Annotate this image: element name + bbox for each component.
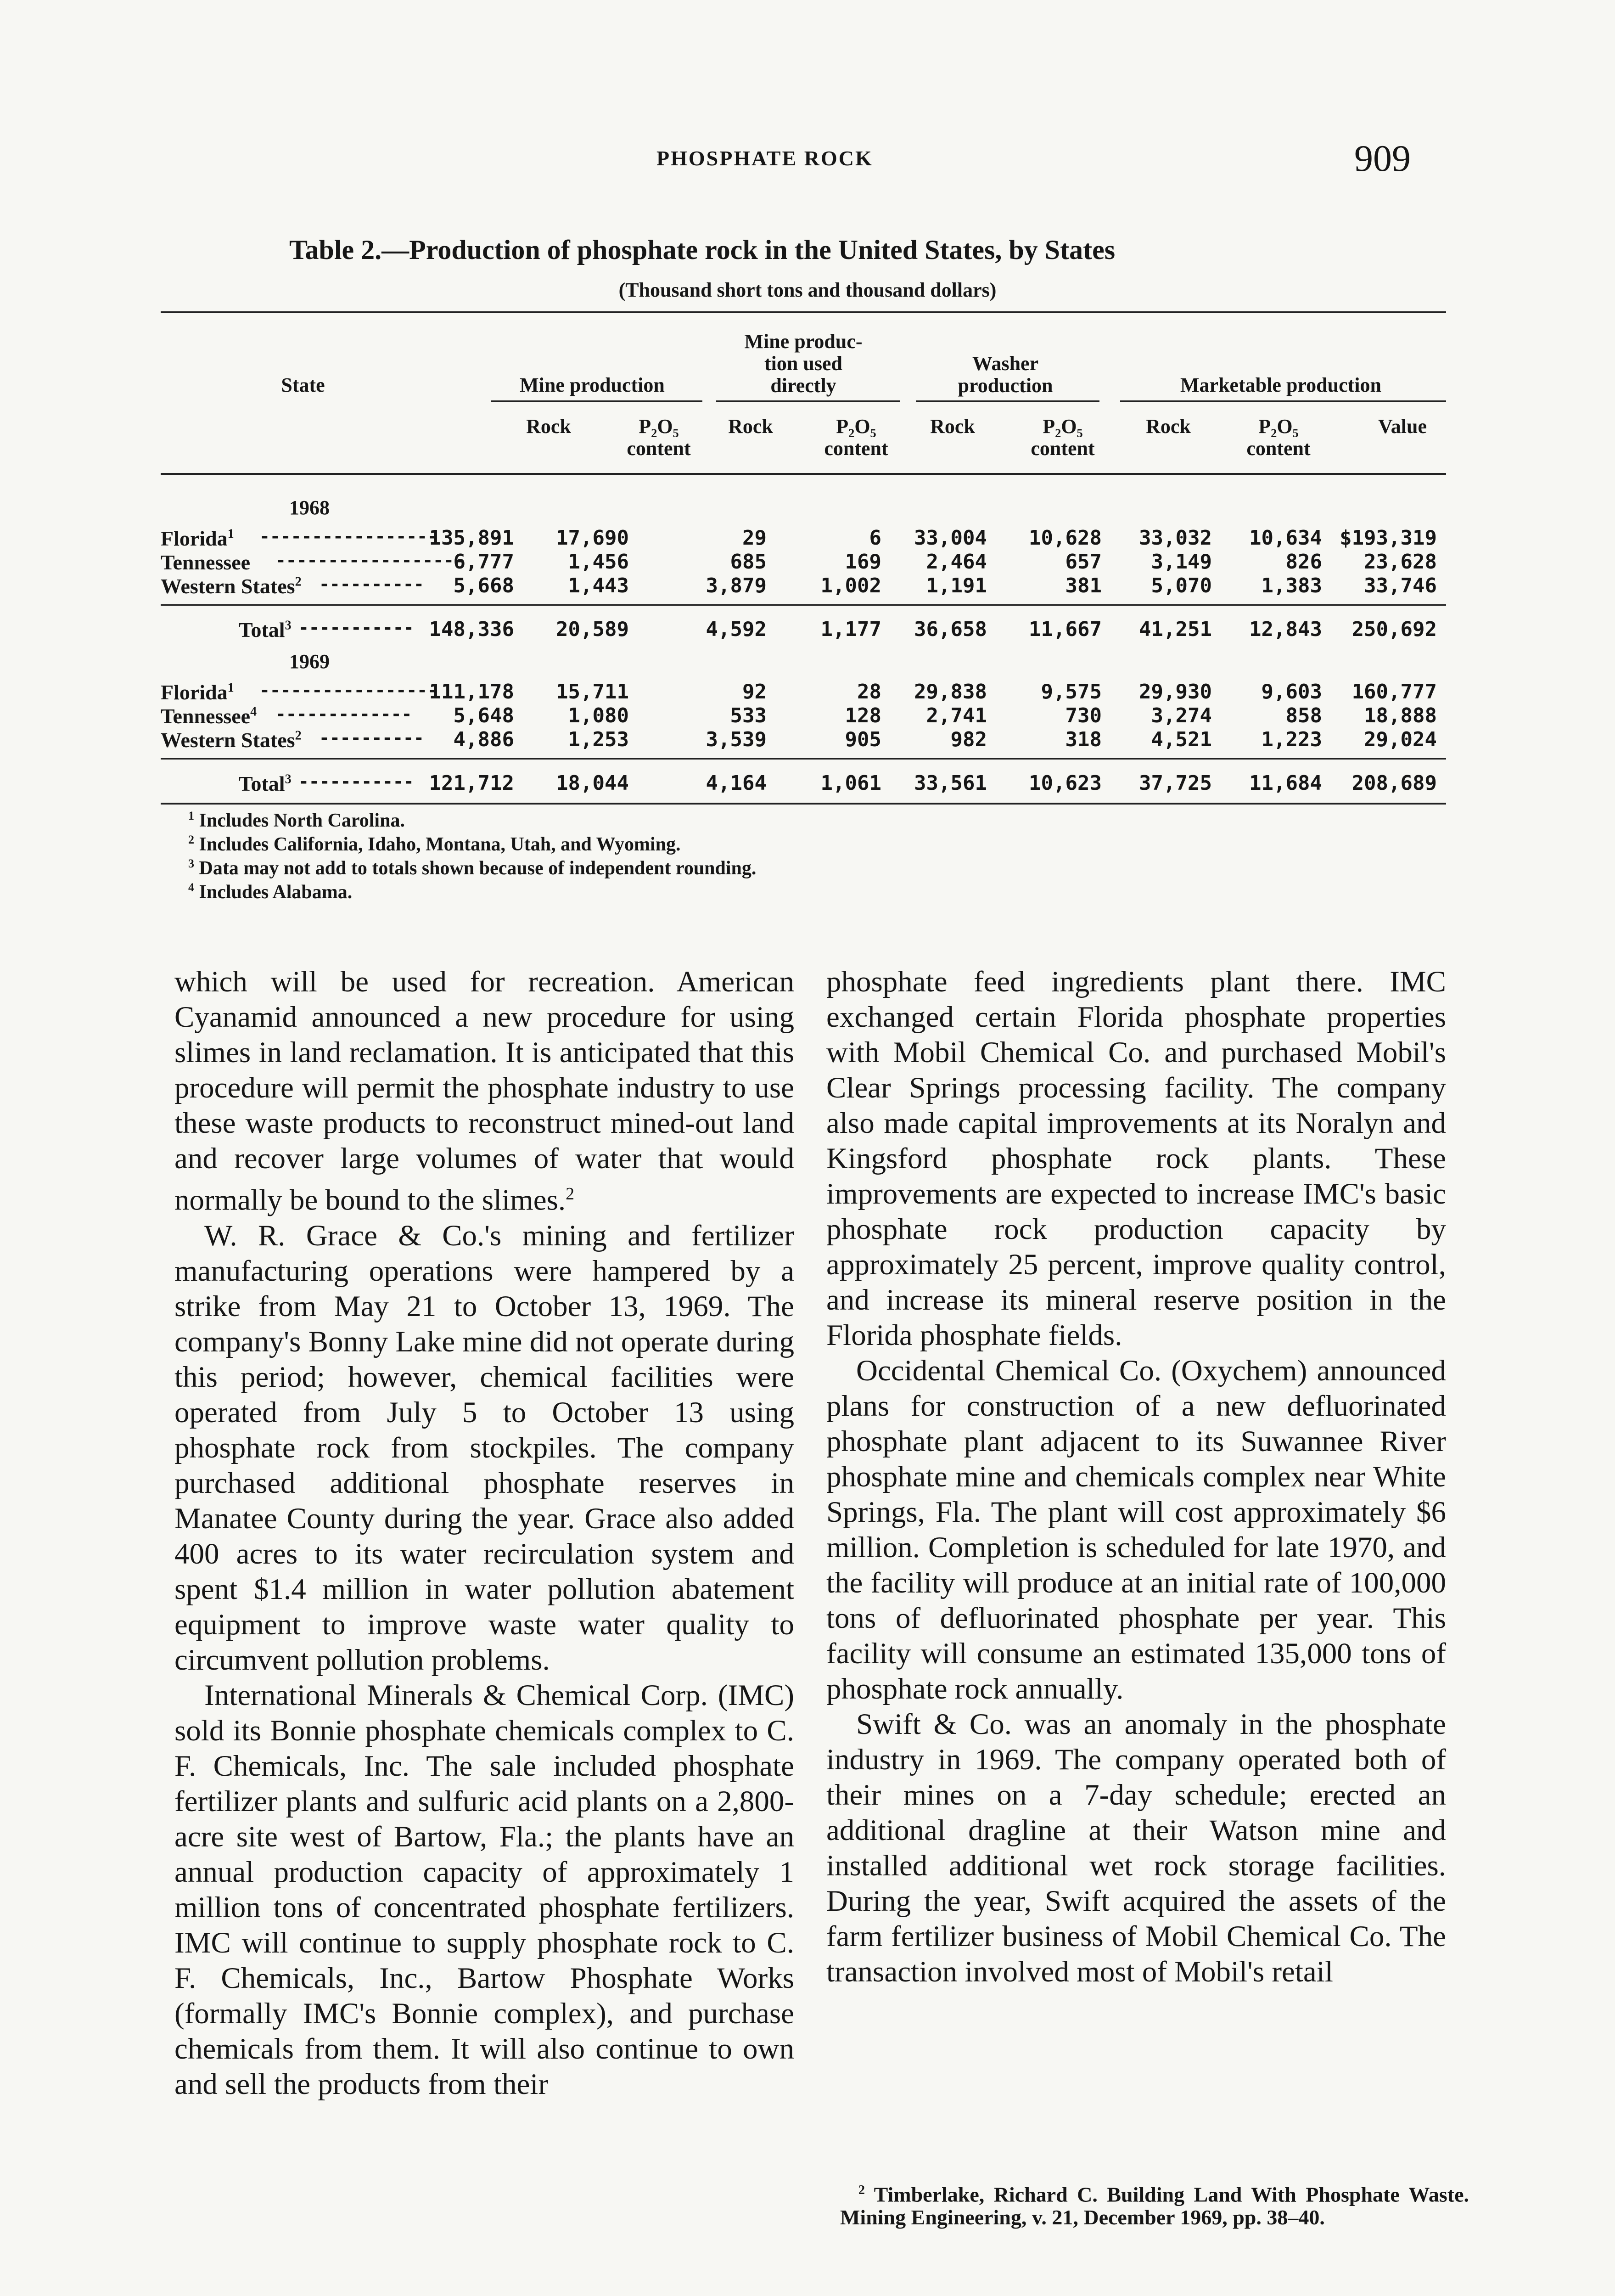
table-cell: 4,521 [1151, 728, 1212, 751]
table-footnote [188, 857, 756, 879]
subheader-content-label: content [1246, 437, 1311, 460]
table-cell: 41,251 [1139, 618, 1212, 641]
header-mine-used: Mine produc- tion used directly [744, 330, 863, 397]
table-cell: 381 [1065, 574, 1102, 597]
table-cell: 4,592 [706, 618, 767, 641]
footnote-ref: 4 [250, 704, 257, 719]
table-cell: 1,223 [1261, 728, 1322, 751]
header-mine-production: Mine production [520, 374, 665, 396]
subheader-p2o5-content [813, 416, 900, 460]
row-state-name: Florida$^1$ [161, 681, 234, 704]
table-cell: 135,891 [429, 526, 514, 550]
table-cell: 33,746 [1364, 574, 1437, 597]
table-row [161, 574, 1446, 598]
footnote-text: Includes Alabama. [194, 882, 353, 903]
table-cell: 982 [950, 728, 987, 751]
table-cell: 18,044 [556, 771, 629, 795]
table-row [161, 550, 1446, 574]
table-cell: 905 [845, 728, 881, 751]
body-paragraph: Swift & Co. was an anomaly in the phosphate industry in 1969. The company operated both of their mines on a 7-day schedule; erected an additional dragline at their Watson mine and installed additional wet rock storage facilities. During the year, Swift acquired the assets of the farm fertilizer business of Mobil Chemical Co. The transaction involved most of Mobil's retail [826, 1708, 1446, 1988]
text-column-left [174, 964, 794, 2102]
table-cell: 10,623 [1029, 771, 1102, 795]
subheader-content-label: content [824, 437, 888, 460]
row-state-name: Total$^3$ [239, 618, 292, 642]
leader-dots: ----------- [298, 618, 414, 638]
table-cell: 148,336 [429, 618, 514, 641]
subheader-p2o5-label: P₂O₅ [1043, 415, 1083, 438]
table-cell: 11,684 [1249, 771, 1322, 795]
table-cell: 1,253 [568, 728, 629, 751]
leader-dots: ----------------- [259, 680, 438, 700]
leader-dots: ---------- [319, 728, 424, 748]
table-total-row [161, 618, 1446, 642]
table-cell: 11,667 [1029, 618, 1102, 641]
subheader-p2o5-label: P₂O₅ [1258, 415, 1299, 438]
subheader-rock: Rock [526, 415, 571, 438]
table-cell: 3,879 [706, 574, 767, 597]
table-cell: 4,886 [453, 728, 514, 751]
table-cell: 1,002 [820, 574, 881, 597]
table-footnote [188, 809, 405, 832]
section-year-label: 1968 [289, 496, 330, 519]
body-paragraph: phosphate feed ingredients plant there. IMC exchanged certain Florida phosphate properties with Mobil Chemical Co. and purchased Mobil's Clear Springs processing facility. The company also made capital improvements at its Noralyn and Kingsford phosphate rock plants. These improvements are expected to increase IMC's basic phosphate rock production capacity by approximately 25 percent, improve quality control, and increase its mineral reserve position in the Florida phosphate fields. [826, 965, 1446, 1352]
table-cell: 318 [1065, 728, 1102, 751]
running-head: PHOSPHATE ROCK [656, 146, 873, 170]
table-cell: 1,443 [568, 574, 629, 597]
table-cell: 730 [1065, 704, 1102, 727]
table-footnote [188, 881, 352, 903]
table-cell: 6,777 [453, 550, 514, 574]
header-mine-used-rule [716, 400, 900, 402]
footnote-mark: 2 [858, 2183, 865, 2197]
footnote-text: Includes North Carolina. [194, 810, 405, 831]
table-header-rule [161, 473, 1446, 475]
footnote-text: Timberlake, Richard C. Building Land With Phosphate Waste. Mining Engineering, v. 21, December 1969, pp. 38–40. [840, 2183, 1469, 2229]
table-cell: 36,658 [914, 618, 987, 641]
table-cell: 6 [869, 526, 881, 550]
table-cell: 1,456 [568, 550, 629, 574]
subheader-p2o5-content [1019, 416, 1106, 460]
table-cell: 1,191 [926, 574, 987, 597]
footnote-mark: 2 [188, 833, 194, 846]
table-row [161, 704, 1446, 728]
table-cell: 33,032 [1139, 526, 1212, 550]
table-cell: 1,383 [1261, 574, 1322, 597]
table-row [161, 728, 1446, 752]
table-cell: 10,634 [1249, 526, 1322, 550]
text-column-right [826, 964, 1446, 1990]
table-bottom-rule [161, 803, 1446, 805]
page-number: 909 [1354, 137, 1411, 179]
table-cell: 826 [1285, 550, 1322, 574]
footnote-mark: 1 [188, 809, 194, 822]
subheader-p2o5-content [615, 416, 702, 460]
subheader-content-label: content [1031, 437, 1095, 460]
table-cell: 4,164 [706, 771, 767, 795]
footnote-ref: 3 [285, 618, 292, 633]
table-title: Table 2.—Production of phosphate rock in the United States, by States [289, 235, 1116, 265]
body-paragraph: W. R. Grace & Co.'s mining and fertilizer manufacturing operations were hampered by a strike from May 21 to October 13, 1969. The company's Bonny Lake mine did not operate during this period; however, chemical facilities were operated from July 5 to October 13 using phosphate rock from stockpiles. The company purchased additional phosphate reserves in Manatee County during the year. Grace also added 400 acres to its water recirculation system and spent $1.4 million in water pollution abatement equipment to improve waste water quality to circumvent pollution problems. [174, 1219, 794, 1677]
table-row [161, 680, 1446, 704]
table-cell: 29,024 [1364, 728, 1437, 751]
table-cell: 1,080 [568, 704, 629, 727]
table-cell: 29,838 [914, 680, 987, 703]
table-cell: 533 [730, 704, 767, 727]
table-cell: 858 [1285, 704, 1322, 727]
table-cell: 169 [845, 550, 881, 574]
footnote-mark: 4 [188, 881, 194, 894]
table-cell: 3,149 [1151, 550, 1212, 574]
header-washer-rule [916, 400, 1099, 402]
table-cell: 111,178 [429, 680, 514, 703]
table-cell: 33,004 [914, 526, 987, 550]
row-state-name: Western States$^2$ [161, 574, 302, 598]
body-paragraph: Occidental Chemical Co. (Oxychem) announced plans for construction of a new defluorinated phosphate plant adjacent to its Suwannee River phosphate mine and chemicals complex near White Springs, Fla. The plant will cost approximately $6 million. Completion is scheduled for late 1970, and the facility will produce at an initial rate of 100,000 tons of defluorinated phosphate per year. This facility will consume an estimated 135,000 tons of phosphate rock annually. [826, 1354, 1446, 1705]
footnote-text: Data may not add to totals shown because of independent rounding. [194, 858, 757, 879]
table-cell: 10,628 [1029, 526, 1102, 550]
table-cell: 250,692 [1351, 618, 1437, 641]
footnote-ref: 1 [227, 681, 234, 695]
row-state-name: Total$^3$ [239, 772, 292, 795]
total-rule [161, 604, 1446, 606]
header-marketable-production: Marketable production [1180, 374, 1381, 396]
table-total-row [161, 771, 1446, 795]
table-cell: 160,777 [1351, 680, 1437, 703]
row-state-name: Tennessee$^4$ [161, 704, 257, 728]
header-state: State [281, 374, 325, 396]
footnote-mark: 3 [188, 857, 194, 870]
footnote-text: Includes California, Idaho, Montana, Utah, and Wyoming. [194, 834, 681, 855]
table-cell: 3,539 [706, 728, 767, 751]
subheader-rock: Rock [930, 415, 975, 438]
table-cell: 23,628 [1364, 550, 1437, 574]
subheader-content-label: content [627, 437, 691, 460]
subheader-p2o5-content [1235, 416, 1322, 460]
table-cell: 18,888 [1364, 704, 1437, 727]
table-cell: 3,274 [1151, 704, 1212, 727]
header-marketable-rule [1120, 400, 1446, 402]
row-state-name: Tennessee [161, 551, 251, 574]
table-cell: 685 [730, 550, 767, 574]
table-cell: 2,464 [926, 550, 987, 574]
footnote-ref: 2 [295, 574, 302, 589]
table-cell: 12,843 [1249, 618, 1322, 641]
footnote-ref: 3 [285, 772, 292, 787]
footnote-ref: 1 [227, 527, 234, 541]
footnote-ref: 2 [295, 728, 302, 743]
table-subtitle: (Thousand short tons and thousand dollars) [618, 279, 997, 301]
body-paragraph: which will be used for recreation. American Cyanamid announced a new procedure for using slimes in land reclamation. It is anticipated that this procedure will permit the phosphate industry to use these waste products to reconstruct mined-out land and recover large volumes of water that would normally be bound to the slimes.$^2$ [174, 965, 794, 1217]
leader-dots: ----------------- [259, 526, 438, 546]
table-row [161, 526, 1446, 550]
row-state-name: Western States$^2$ [161, 728, 302, 752]
table-cell: 92 [742, 680, 767, 703]
table-cell: 121,712 [429, 771, 514, 795]
footnote-ref: 2 [566, 1184, 575, 1204]
leader-dots: ------------------ [275, 550, 465, 570]
subheader-p2o5-label: P₂O₅ [639, 415, 679, 438]
table-cell: 29,930 [1139, 680, 1212, 703]
table-cell: $193,319 [1340, 526, 1437, 550]
row-state-name: Florida$^1$ [161, 527, 234, 550]
subheader-value: Value [1378, 415, 1427, 438]
table-cell: 9,603 [1261, 680, 1322, 703]
table-cell: 2,741 [926, 704, 987, 727]
body-paragraph: International Minerals & Chemical Corp. (IMC) sold its Bonnie phosphate chemicals complex to C. F. Chemicals, Inc. The sale included phosphate fertilizer plants and sulfuric acid plants on a 2,800-acre site west of Bartow, Fla.; the plants have an annual production capacity of approximately 1 million tons of concentrated phosphate fertilizers. IMC will continue to supply phosphate rock to C. F. Chemicals, Inc., Bartow Phosphate Works (formally IMC's Bonnie complex), and purchase chemicals from them. It will also continue to own and sell the products from their [174, 1678, 794, 2101]
header-washer-production: Washer production [958, 352, 1053, 397]
section-year-label: 1969 [289, 650, 330, 673]
total-rule [161, 758, 1446, 760]
subheader-p2o5-label: P₂O₅ [836, 415, 876, 438]
leader-dots: ----------- [298, 771, 414, 792]
leader-dots: ---------- [319, 574, 424, 594]
table-cell: 15,711 [556, 680, 629, 703]
table-cell: 29 [742, 526, 767, 550]
table-cell: 128 [845, 704, 881, 727]
table-footnote [188, 833, 681, 855]
table-cell: 208,689 [1351, 771, 1437, 795]
table-top-rule [161, 311, 1446, 313]
table-cell: 657 [1065, 550, 1102, 574]
table-cell: 20,589 [556, 618, 629, 641]
table-cell: 5,648 [453, 704, 514, 727]
table-cell: 1,061 [820, 771, 881, 795]
table-cell: 28 [857, 680, 881, 703]
table-cell: 1,177 [820, 618, 881, 641]
subheader-rock: Rock [728, 415, 773, 438]
page-footnote [840, 2179, 1469, 2229]
table-cell: 5,668 [453, 574, 514, 597]
table-cell: 5,070 [1151, 574, 1212, 597]
header-mine-production-rule [491, 400, 702, 402]
subheader-rock: Rock [1146, 415, 1191, 438]
table-cell: 17,690 [556, 526, 629, 550]
leader-dots: ------------- [275, 704, 412, 724]
table-cell: 33,561 [914, 771, 987, 795]
table-cell: 9,575 [1041, 680, 1102, 703]
table-cell: 37,725 [1139, 771, 1212, 795]
